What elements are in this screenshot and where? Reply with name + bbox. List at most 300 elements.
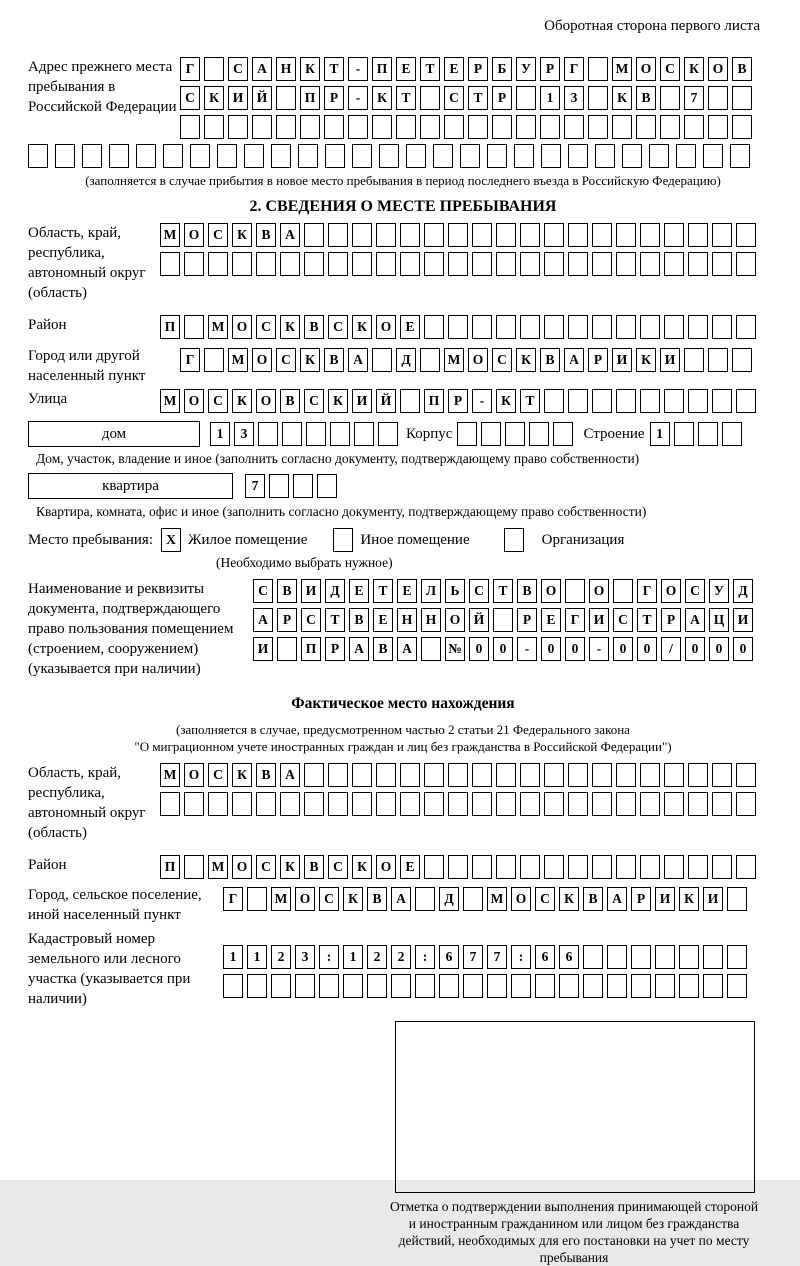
char-cell[interactable]	[736, 223, 756, 247]
char-cell[interactable]: X	[161, 528, 181, 552]
char-cell[interactable]	[352, 252, 372, 276]
char-cell[interactable]	[493, 608, 513, 632]
char-cell[interactable]	[732, 86, 752, 110]
char-cell[interactable]: В	[280, 389, 300, 413]
char-cell[interactable]: 6	[535, 945, 555, 969]
char-cell[interactable]: 7	[487, 945, 507, 969]
char-cell[interactable]: К	[300, 57, 320, 81]
char-cell[interactable]	[612, 115, 632, 139]
char-cell[interactable]: О	[184, 223, 204, 247]
char-cell[interactable]	[541, 144, 561, 168]
char-cell[interactable]	[496, 315, 516, 339]
char-cell[interactable]: И	[253, 637, 273, 661]
char-cell[interactable]	[204, 57, 224, 81]
char-cell[interactable]: Г	[564, 57, 584, 81]
char-cell[interactable]	[568, 792, 588, 816]
char-cell[interactable]	[684, 348, 704, 372]
char-cell[interactable]	[295, 974, 315, 998]
char-cell[interactable]	[208, 252, 228, 276]
char-cell[interactable]	[708, 348, 728, 372]
char-cell[interactable]	[655, 945, 675, 969]
char-cell[interactable]: С	[301, 608, 321, 632]
char-cell[interactable]: Й	[376, 389, 396, 413]
char-cell[interactable]: В	[256, 763, 276, 787]
char-cell[interactable]	[420, 86, 440, 110]
char-cell[interactable]	[180, 115, 200, 139]
char-cell[interactable]	[565, 579, 585, 603]
char-cell[interactable]	[378, 422, 398, 446]
char-cell[interactable]	[736, 252, 756, 276]
char-cell[interactable]	[306, 422, 326, 446]
char-cell[interactable]: И	[589, 608, 609, 632]
char-cell[interactable]	[244, 144, 264, 168]
char-cell[interactable]	[472, 223, 492, 247]
char-cell[interactable]: О	[295, 887, 315, 911]
char-cell[interactable]	[204, 115, 224, 139]
char-cell[interactable]: Р	[325, 637, 345, 661]
char-cell[interactable]: 6	[559, 945, 579, 969]
char-cell[interactable]: К	[352, 315, 372, 339]
char-cell[interactable]: Е	[396, 57, 416, 81]
char-cell[interactable]	[277, 637, 297, 661]
char-cell[interactable]	[688, 792, 708, 816]
char-cell[interactable]	[352, 763, 372, 787]
char-cell[interactable]: В	[367, 887, 387, 911]
char-cell[interactable]	[190, 144, 210, 168]
char-cell[interactable]: О	[184, 763, 204, 787]
char-cell[interactable]	[247, 974, 267, 998]
char-cell[interactable]: Р	[588, 348, 608, 372]
char-cell[interactable]	[688, 855, 708, 879]
char-cell[interactable]	[640, 792, 660, 816]
char-cell[interactable]: :	[319, 945, 339, 969]
char-cell[interactable]	[607, 945, 627, 969]
char-cell[interactable]: С	[613, 608, 633, 632]
char-cell[interactable]	[328, 792, 348, 816]
char-cell[interactable]: Ц	[709, 608, 729, 632]
char-cell[interactable]	[400, 252, 420, 276]
char-cell[interactable]	[247, 887, 267, 911]
char-cell[interactable]: В	[256, 223, 276, 247]
char-cell[interactable]	[616, 252, 636, 276]
char-cell[interactable]	[304, 792, 324, 816]
char-cell[interactable]	[736, 315, 756, 339]
char-cell[interactable]: 2	[367, 945, 387, 969]
char-cell[interactable]	[583, 974, 603, 998]
char-cell[interactable]: О	[636, 57, 656, 81]
char-cell[interactable]: П	[160, 855, 180, 879]
char-cell[interactable]	[184, 792, 204, 816]
char-cell[interactable]	[319, 974, 339, 998]
char-cell[interactable]: И	[660, 348, 680, 372]
char-cell[interactable]	[688, 763, 708, 787]
char-cell[interactable]: А	[564, 348, 584, 372]
char-cell[interactable]	[328, 763, 348, 787]
char-cell[interactable]: С	[304, 389, 324, 413]
char-cell[interactable]: К	[328, 389, 348, 413]
char-cell[interactable]	[664, 315, 684, 339]
char-cell[interactable]	[271, 974, 291, 998]
char-cell[interactable]	[516, 115, 536, 139]
char-cell[interactable]: Б	[492, 57, 512, 81]
char-cell[interactable]	[109, 144, 129, 168]
char-cell[interactable]: О	[184, 389, 204, 413]
char-cell[interactable]: Е	[400, 855, 420, 879]
char-cell[interactable]	[304, 252, 324, 276]
char-cell[interactable]	[640, 763, 660, 787]
char-cell[interactable]: 0	[565, 637, 585, 661]
char-cell[interactable]: О	[708, 57, 728, 81]
char-cell[interactable]	[544, 763, 564, 787]
char-cell[interactable]	[460, 144, 480, 168]
char-cell[interactable]	[348, 115, 368, 139]
char-cell[interactable]: В	[349, 608, 369, 632]
char-cell[interactable]	[520, 252, 540, 276]
char-cell[interactable]: 3	[295, 945, 315, 969]
char-cell[interactable]	[354, 422, 374, 446]
char-cell[interactable]	[300, 115, 320, 139]
char-cell[interactable]	[712, 389, 732, 413]
char-cell[interactable]: Е	[444, 57, 464, 81]
char-cell[interactable]	[592, 315, 612, 339]
char-cell[interactable]: Н	[421, 608, 441, 632]
char-cell[interactable]	[679, 974, 699, 998]
char-cell[interactable]: 1	[343, 945, 363, 969]
char-cell[interactable]	[511, 974, 531, 998]
char-cell[interactable]	[727, 887, 747, 911]
char-cell[interactable]: Р	[448, 389, 468, 413]
char-cell[interactable]: Р	[540, 57, 560, 81]
char-cell[interactable]: Т	[637, 608, 657, 632]
char-cell[interactable]	[223, 974, 243, 998]
char-cell[interactable]: Т	[396, 86, 416, 110]
char-cell[interactable]	[664, 792, 684, 816]
char-cell[interactable]	[333, 528, 353, 552]
char-cell[interactable]: Д	[733, 579, 753, 603]
char-cell[interactable]	[208, 792, 228, 816]
char-cell[interactable]	[631, 974, 651, 998]
char-cell[interactable]: С	[208, 763, 228, 787]
char-cell[interactable]: 0	[541, 637, 561, 661]
char-cell[interactable]	[660, 115, 680, 139]
char-cell[interactable]: 0	[469, 637, 489, 661]
char-cell[interactable]	[396, 115, 416, 139]
char-cell[interactable]: Р	[631, 887, 651, 911]
char-cell[interactable]: В	[304, 315, 324, 339]
char-cell[interactable]	[424, 763, 444, 787]
char-cell[interactable]: 0	[709, 637, 729, 661]
char-cell[interactable]	[258, 422, 278, 446]
char-cell[interactable]	[400, 763, 420, 787]
char-cell[interactable]: К	[679, 887, 699, 911]
char-cell[interactable]	[520, 792, 540, 816]
char-cell[interactable]	[280, 792, 300, 816]
char-cell[interactable]	[592, 223, 612, 247]
char-cell[interactable]: Д	[325, 579, 345, 603]
char-cell[interactable]	[736, 792, 756, 816]
char-cell[interactable]	[420, 348, 440, 372]
char-cell[interactable]	[613, 579, 633, 603]
char-cell[interactable]: 7	[463, 945, 483, 969]
char-cell[interactable]	[640, 223, 660, 247]
char-cell[interactable]	[400, 389, 420, 413]
char-cell[interactable]: А	[349, 637, 369, 661]
char-cell[interactable]	[448, 855, 468, 879]
char-cell[interactable]	[276, 115, 296, 139]
char-cell[interactable]	[439, 974, 459, 998]
char-cell[interactable]	[496, 223, 516, 247]
char-cell[interactable]	[592, 855, 612, 879]
char-cell[interactable]: Г	[223, 887, 243, 911]
char-cell[interactable]	[664, 252, 684, 276]
char-cell[interactable]: Н	[397, 608, 417, 632]
char-cell[interactable]	[472, 763, 492, 787]
char-cell[interactable]	[433, 144, 453, 168]
char-cell[interactable]: Т	[520, 389, 540, 413]
char-cell[interactable]	[544, 792, 564, 816]
char-cell[interactable]: О	[589, 579, 609, 603]
char-cell[interactable]: И	[301, 579, 321, 603]
char-cell[interactable]: В	[277, 579, 297, 603]
char-cell[interactable]	[304, 763, 324, 787]
char-cell[interactable]	[616, 389, 636, 413]
char-cell[interactable]: :	[415, 945, 435, 969]
char-cell[interactable]	[184, 855, 204, 879]
char-cell[interactable]: В	[636, 86, 656, 110]
char-cell[interactable]	[592, 389, 612, 413]
char-cell[interactable]: О	[445, 608, 465, 632]
char-cell[interactable]: О	[376, 855, 396, 879]
char-cell[interactable]: В	[732, 57, 752, 81]
char-cell[interactable]	[325, 144, 345, 168]
char-cell[interactable]	[616, 223, 636, 247]
char-cell[interactable]: С	[180, 86, 200, 110]
char-cell[interactable]: О	[232, 315, 252, 339]
char-cell[interactable]	[616, 315, 636, 339]
char-cell[interactable]	[406, 144, 426, 168]
char-cell[interactable]	[568, 223, 588, 247]
char-cell[interactable]: К	[684, 57, 704, 81]
char-cell[interactable]	[415, 974, 435, 998]
char-cell[interactable]	[184, 315, 204, 339]
char-cell[interactable]	[712, 252, 732, 276]
char-cell[interactable]	[372, 348, 392, 372]
char-cell[interactable]	[160, 252, 180, 276]
char-cell[interactable]: С	[469, 579, 489, 603]
char-cell[interactable]: К	[232, 763, 252, 787]
char-cell[interactable]	[520, 855, 540, 879]
char-cell[interactable]: О	[252, 348, 272, 372]
char-cell[interactable]	[448, 763, 468, 787]
char-cell[interactable]	[457, 422, 477, 446]
char-cell[interactable]: О	[256, 389, 276, 413]
char-cell[interactable]	[712, 855, 732, 879]
char-cell[interactable]	[732, 348, 752, 372]
char-cell[interactable]: Т	[373, 579, 393, 603]
char-cell[interactable]	[607, 974, 627, 998]
char-cell[interactable]	[298, 144, 318, 168]
char-cell[interactable]: М	[271, 887, 291, 911]
char-cell[interactable]: 1	[223, 945, 243, 969]
char-cell[interactable]	[732, 115, 752, 139]
char-cell[interactable]	[722, 422, 742, 446]
char-cell[interactable]: Т	[468, 86, 488, 110]
char-cell[interactable]	[472, 855, 492, 879]
char-cell[interactable]	[514, 144, 534, 168]
char-cell[interactable]	[55, 144, 75, 168]
char-cell[interactable]	[424, 855, 444, 879]
char-cell[interactable]: В	[304, 855, 324, 879]
char-cell[interactable]	[655, 974, 675, 998]
char-cell[interactable]	[583, 945, 603, 969]
char-cell[interactable]	[163, 144, 183, 168]
char-cell[interactable]	[727, 974, 747, 998]
char-cell[interactable]	[472, 252, 492, 276]
char-cell[interactable]	[282, 422, 302, 446]
char-cell[interactable]	[252, 115, 272, 139]
char-cell[interactable]: И	[612, 348, 632, 372]
char-cell[interactable]: С	[444, 86, 464, 110]
char-cell[interactable]	[616, 792, 636, 816]
char-cell[interactable]	[588, 115, 608, 139]
char-cell[interactable]	[727, 945, 747, 969]
char-cell[interactable]: :	[511, 945, 531, 969]
char-cell[interactable]: И	[352, 389, 372, 413]
char-cell[interactable]: К	[352, 855, 372, 879]
char-cell[interactable]	[703, 144, 723, 168]
char-cell[interactable]	[328, 252, 348, 276]
char-cell[interactable]: М	[612, 57, 632, 81]
char-cell[interactable]	[276, 86, 296, 110]
char-cell[interactable]	[448, 315, 468, 339]
char-cell[interactable]: С	[256, 855, 276, 879]
char-cell[interactable]: Р	[277, 608, 297, 632]
char-cell[interactable]: П	[372, 57, 392, 81]
char-cell[interactable]	[660, 86, 680, 110]
char-cell[interactable]: С	[660, 57, 680, 81]
char-cell[interactable]	[595, 144, 615, 168]
char-cell[interactable]	[568, 855, 588, 879]
char-cell[interactable]	[544, 389, 564, 413]
char-cell[interactable]	[232, 792, 252, 816]
char-cell[interactable]	[376, 792, 396, 816]
char-cell[interactable]: Е	[373, 608, 393, 632]
char-cell[interactable]: -	[348, 57, 368, 81]
char-cell[interactable]: К	[636, 348, 656, 372]
char-cell[interactable]	[472, 315, 492, 339]
char-cell[interactable]: 2	[391, 945, 411, 969]
char-cell[interactable]	[736, 855, 756, 879]
char-cell[interactable]: С	[319, 887, 339, 911]
char-cell[interactable]	[448, 252, 468, 276]
char-cell[interactable]	[352, 144, 372, 168]
char-cell[interactable]: В	[583, 887, 603, 911]
char-cell[interactable]: Р	[468, 57, 488, 81]
char-cell[interactable]	[712, 315, 732, 339]
char-cell[interactable]	[217, 144, 237, 168]
char-cell[interactable]: С	[328, 855, 348, 879]
char-cell[interactable]: С	[208, 389, 228, 413]
char-cell[interactable]: -	[472, 389, 492, 413]
char-cell[interactable]	[544, 252, 564, 276]
char-cell[interactable]: Е	[397, 579, 417, 603]
char-cell[interactable]: Т	[493, 579, 513, 603]
char-cell[interactable]: 0	[637, 637, 657, 661]
char-cell[interactable]: М	[228, 348, 248, 372]
char-cell[interactable]: 1	[210, 422, 230, 446]
char-cell[interactable]	[448, 223, 468, 247]
char-cell[interactable]: 6	[439, 945, 459, 969]
char-cell[interactable]: А	[280, 763, 300, 787]
char-cell[interactable]	[568, 315, 588, 339]
char-cell[interactable]	[712, 792, 732, 816]
char-cell[interactable]: Й	[252, 86, 272, 110]
char-cell[interactable]: Р	[492, 86, 512, 110]
char-cell[interactable]: А	[397, 637, 417, 661]
char-cell[interactable]	[544, 315, 564, 339]
char-cell[interactable]: К	[372, 86, 392, 110]
char-cell[interactable]: М	[208, 315, 228, 339]
char-cell[interactable]: 3	[564, 86, 584, 110]
char-cell[interactable]: М	[160, 389, 180, 413]
char-cell[interactable]: В	[373, 637, 393, 661]
char-cell[interactable]: К	[496, 389, 516, 413]
char-cell[interactable]: 0	[685, 637, 705, 661]
char-cell[interactable]	[703, 945, 723, 969]
char-cell[interactable]: А	[252, 57, 272, 81]
char-cell[interactable]	[640, 315, 660, 339]
char-cell[interactable]	[352, 792, 372, 816]
char-cell[interactable]	[520, 315, 540, 339]
char-cell[interactable]	[520, 763, 540, 787]
char-cell[interactable]	[568, 763, 588, 787]
char-cell[interactable]	[487, 974, 507, 998]
char-cell[interactable]	[736, 389, 756, 413]
char-cell[interactable]: К	[280, 315, 300, 339]
char-cell[interactable]: К	[343, 887, 363, 911]
char-cell[interactable]: О	[376, 315, 396, 339]
char-cell[interactable]	[588, 57, 608, 81]
char-cell[interactable]	[712, 223, 732, 247]
char-cell[interactable]: К	[300, 348, 320, 372]
char-cell[interactable]	[204, 348, 224, 372]
char-cell[interactable]: О	[468, 348, 488, 372]
char-cell[interactable]: Л	[421, 579, 441, 603]
char-cell[interactable]	[496, 252, 516, 276]
char-cell[interactable]: К	[204, 86, 224, 110]
char-cell[interactable]: С	[535, 887, 555, 911]
char-cell[interactable]: -	[348, 86, 368, 110]
char-cell[interactable]	[592, 763, 612, 787]
char-cell[interactable]	[463, 974, 483, 998]
char-cell[interactable]: -	[517, 637, 537, 661]
char-cell[interactable]	[559, 974, 579, 998]
char-cell[interactable]	[496, 792, 516, 816]
char-cell[interactable]	[631, 945, 651, 969]
char-cell[interactable]: К	[232, 223, 252, 247]
char-cell[interactable]	[664, 389, 684, 413]
char-cell[interactable]	[271, 144, 291, 168]
char-cell[interactable]	[391, 974, 411, 998]
char-cell[interactable]	[269, 474, 289, 498]
char-cell[interactable]	[160, 792, 180, 816]
char-cell[interactable]: 1	[247, 945, 267, 969]
char-cell[interactable]: И	[703, 887, 723, 911]
char-cell[interactable]: К	[516, 348, 536, 372]
char-cell[interactable]	[636, 115, 656, 139]
char-cell[interactable]	[376, 223, 396, 247]
char-cell[interactable]	[688, 223, 708, 247]
